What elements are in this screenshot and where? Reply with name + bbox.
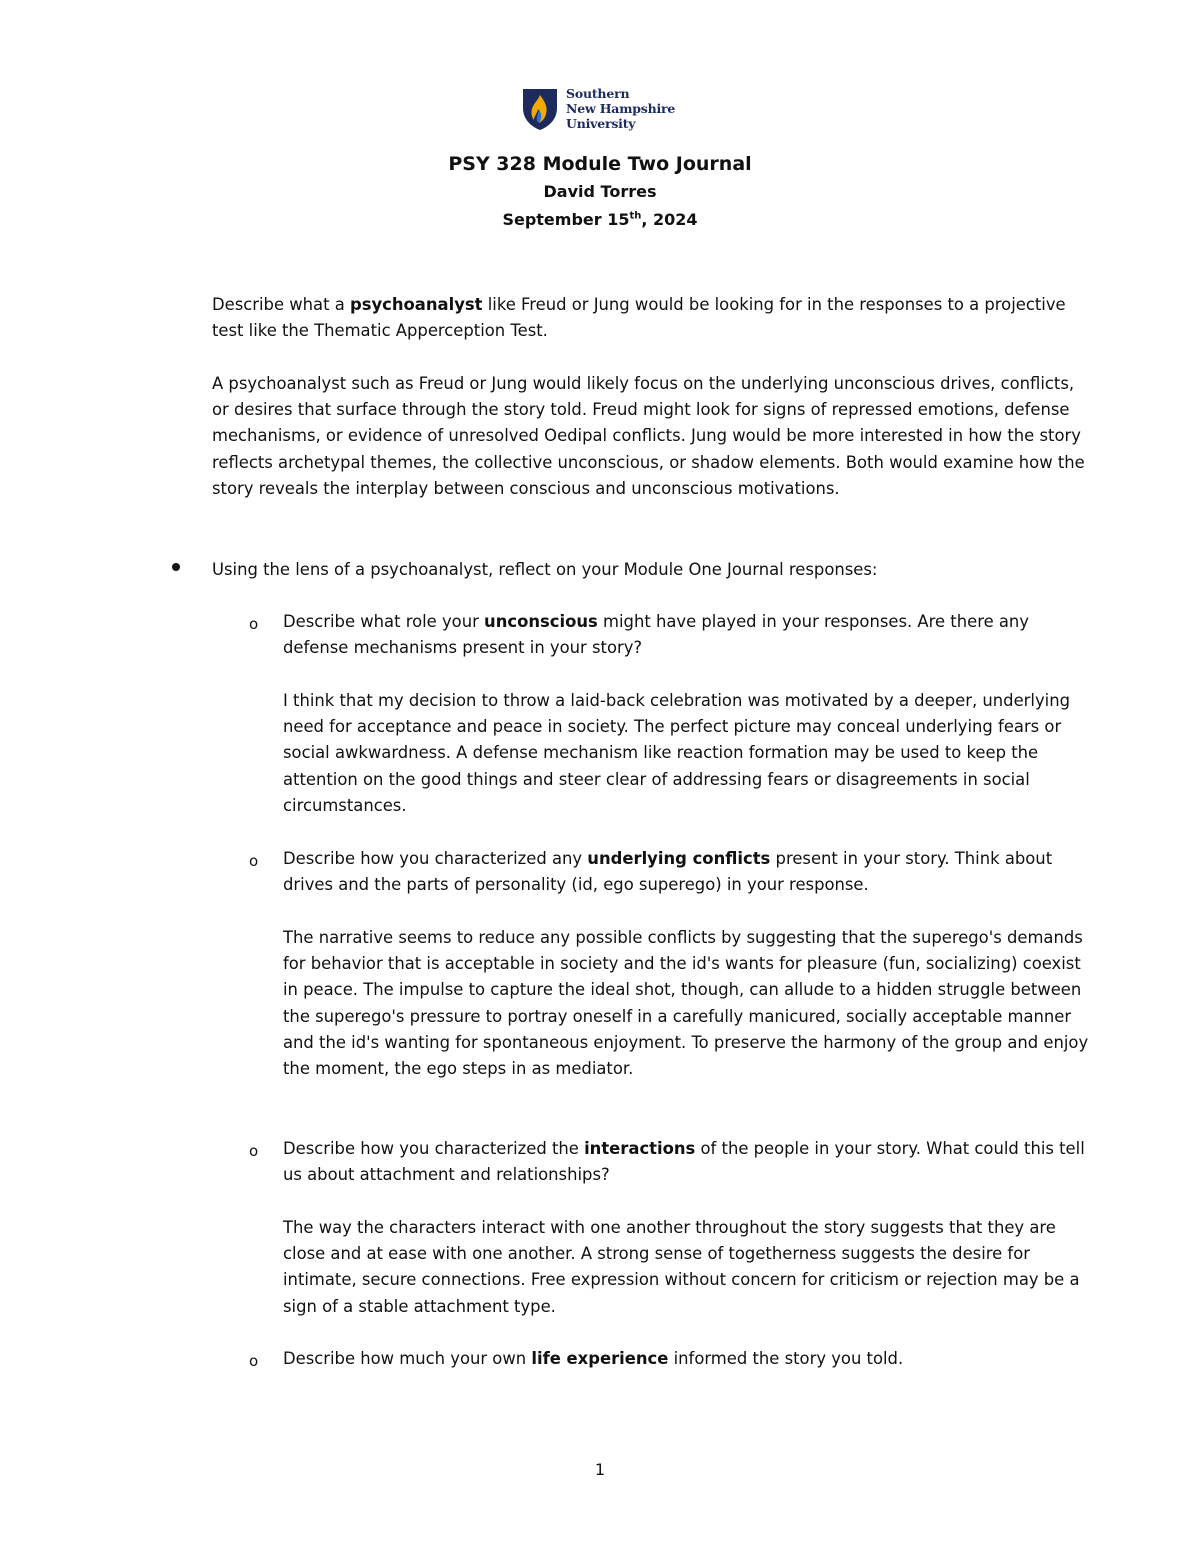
document-date bbox=[0, 207, 1200, 233]
intro-prompt bbox=[212, 292, 1092, 344]
sub-bullet-marker: o bbox=[249, 1142, 259, 1160]
q4-post: informed the story you told. bbox=[668, 1349, 904, 1368]
intro-answer: A psychoanalyst such as Freud or Jung would likely focus on the underlying unconscious drives, conflicts, or desires that surface through the story told. Freud might look for signs of repressed emotions, defense mechanisms, or evidence of unresolved Oedipal conflicts. Jung would be more interested in how the story reflects archetypal themes, the collective unconscious, or shadow elements. Both would examine how the story reveals the interplay between conscious and unconscious motivations. bbox=[212, 374, 1085, 498]
logo-line-2: New Hampshire bbox=[566, 101, 676, 116]
logo-wordmark bbox=[566, 86, 675, 131]
answer-interactions: The way the characters interact with one another throughout the story suggests that they are close and at ease with one another. A strong sense of togetherness suggests the desire for intimate, secure connections. Free expression without concern for criticism or rejection may be a sign of a stable attachment type. bbox=[283, 1218, 1080, 1316]
q3-keyword: interactions bbox=[584, 1139, 696, 1158]
sub-bullet-marker: o bbox=[249, 852, 259, 870]
flame-shield-icon bbox=[520, 86, 560, 132]
q1-post: might have played in your responses. Are there any defense mechanisms present in your story? bbox=[283, 612, 1030, 658]
q4-pre: Describe how much your own bbox=[283, 1349, 532, 1368]
bullet-dot-icon bbox=[172, 563, 180, 571]
q2-post: present in your story. Think about drives and the parts of personality (id, ego superego) in your response. bbox=[283, 849, 1053, 895]
page-number: 1 bbox=[594, 1460, 606, 1479]
answer-underlying-conflicts: The narrative seems to reduce any possible conflicts by suggesting that the superego's demands for behavior that is acceptable in society and the id's wants for pleasure (fun, socializing) coexist in peace. The impulse to capture the ideal shot, though, can allude to a hidden struggle between the superego's pressure to portray oneself in a carefully manicured, socially acceptable manner and the id's wanting for spontaneous enjoyment. To preserve the harmony of the group and enjoy the moment, the ego steps in as mediator. bbox=[283, 928, 1089, 1079]
sub-bullet-marker: o bbox=[249, 1352, 259, 1370]
q3-pre: Describe how you characterized the bbox=[283, 1139, 585, 1158]
document-title: PSY 328 Module Two Journal bbox=[448, 153, 752, 175]
author-name: David Torres bbox=[543, 182, 657, 201]
q1-keyword: unconscious bbox=[484, 612, 598, 631]
q4-keyword: life experience bbox=[531, 1349, 669, 1368]
q3-post: of the people in your story. What could this tell us about attachment and relationships? bbox=[283, 1139, 1085, 1185]
q2-keyword: underlying conflicts bbox=[587, 849, 771, 868]
intro-prompt-pre: Describe what a bbox=[212, 295, 350, 314]
intro-prompt-post: like Freud or Jung would be looking for in the responses to a projective test like the Thematic Apperception Test. bbox=[212, 295, 1066, 341]
date-main: September 15 bbox=[502, 210, 630, 229]
logo-line-1: Southern bbox=[566, 86, 630, 101]
q2-pre: Describe how you characterized any bbox=[283, 849, 588, 868]
question-unconscious bbox=[283, 609, 1093, 661]
sub-bullet-marker: o bbox=[249, 615, 259, 633]
answer-unconscious: I think that my decision to throw a laid-back celebration was motivated by a deeper, underlying need for acceptance and peace in society. The perfect picture may conceal underlying fears or social awkwardness. A defense mechanism like reaction formation may be used to keep the attention on the good things and steer clear of addressing fears or disagreements in social circumstances. bbox=[283, 691, 1070, 815]
question-underlying-conflicts bbox=[283, 846, 1093, 898]
intro-prompt-keyword: psychoanalyst bbox=[349, 295, 483, 314]
question-interactions bbox=[283, 1136, 1093, 1188]
logo-line-3: University bbox=[566, 116, 636, 131]
university-logo bbox=[520, 84, 710, 134]
date-year: , 2024 bbox=[641, 210, 698, 229]
q1-pre: Describe what role your bbox=[283, 612, 485, 631]
question-life-experience bbox=[283, 1346, 1093, 1372]
bullet-text: Using the lens of a psychoanalyst, reflect on your Module One Journal responses: bbox=[212, 560, 878, 579]
date-suffix: th bbox=[629, 210, 642, 222]
